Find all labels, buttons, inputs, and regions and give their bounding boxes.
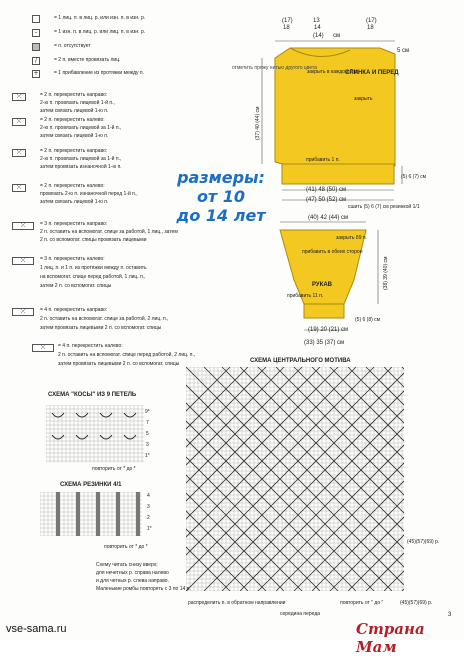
symbol-cross-3-left: ⤬ xyxy=(12,257,34,265)
symbol-purl: – xyxy=(32,29,40,37)
watermark-right: Страна Мам xyxy=(356,620,425,656)
chart-footnote: Схему читать снизу вверх; для нечетных р. справа налево и для четных р. слева направо. Маленькие ромбы повторять с 3 по 14 р. xyxy=(96,562,191,592)
pattern-page: = 1 лиц. п. в лиц. р. или изн. п. в изн. р. – = 1 изн. п. в лиц. р. или лиц. п. в изн. р. = п. отсутствует / = 2 п. вместе провязать лиц. + = 1 прибавление из протяжки между п. ⤫ = 2 п. перекрестить направо: 2-ю п. провязать лицевой 1-й п., затем связать лицевой 1-ю п. ⤬ = 2 п. перекрестить налево: 2-ю п. провязать лицевой за 1-й п., затем связать лицевой 1-ю п. ⤫ = 2 п. перекрестить направо: 2-ю п. провязать лицевой за 1-й п., затем провязать изнаночной 1-ю п. ⤬ = 2 п. перекрестить налево: провязать 2-ю п. изнаночной перед 1-й п., затем связать лицевой 1-ю п. ⤫ = 3 п. перекрестить направо: 2 п. оставить на вспомогат. спице за работой, 1 лиц., затем 2 п. со вспомогат. спицы провязать лицевыми ⤬ = 3 п. перекрестить налево: 1 лиц. п. и 1 п. из протяжки между п. оставить на вспомогат. спице перед работой, 1 лиц. п., затем 2 п. со вспомогат. спицы ⤫ = 4 п. перекрестить направо: 2 п. оставить на вспомогат. спице за работой, 2 лиц. п., затем провязать лицевыми 2 п. со вспомогат. спицы ⤬ = 4 п. перекрестить налево: 2 п. оставить на вспомогат. спице перед работой, 2 лиц. п., затем провязать лицевыми 2 п. со вспомогат. спицы (17) 18 13 14 (14) см (17) 18 5 см СПИНКА И ПЕРЕД отметить пряжу нитью другого цвета закрыть в каждом 2 р. закрыть прибавить 1 п. (41) 48 (50) см (47) 50 (52) см сшить (5) 6 (7) см резинкой 1/1 (5) 6 (7) см (37) 40 (44) см размеры: от 10 до 14 лет (40) 42 (44) см закрыть 89 п. прибавить в обеих сторон РУКАВ прибавить 11 п. (19) 20 (21) см (33) 35 (37) см (5) 6 (8) см (38) 39 (40) см СХЕМА ЦЕНТРАЛЬНОГО МОТИВА (45)(57)(69) р. распределить п. в обратном направлении повторить от " до " (45)(57)(69) р. середина переда СХЕМА "КОСЫ" ИЗ 9 ПЕТЕЛЬ 9* 7 5 3 1* повторить от * до * СХЕМА РЕЗИНКИ 4/1 4 3 2 1* повторить от * до * Схему читать снизу вверх; для нечетных р. справа налево и для четных р. слева направо. Маленькие ромбы повторять с 3 по 14 р. vse-sama.ru Страна Мам 3 xyxy=(0,0,464,640)
rib-chart xyxy=(40,492,142,536)
page-number: 3 xyxy=(448,612,452,618)
rib-purl-column xyxy=(76,492,80,536)
sleeve-schema xyxy=(268,218,388,358)
cable-chart xyxy=(46,405,144,463)
symbol-k2tog: / xyxy=(32,57,40,65)
symbol-cross-4-right: ⤫ xyxy=(12,308,34,316)
rib-purl-column xyxy=(56,492,60,536)
symbol-cross-2-left: ⤬ xyxy=(12,118,26,126)
symbol-knit xyxy=(32,15,40,23)
rib-purl-column xyxy=(116,492,120,536)
sizes-heading: размеры: от 10 до 14 лет xyxy=(176,168,266,225)
symbol-cross-2-right: ⤫ xyxy=(12,93,26,101)
symbol-cross-2-right-purl: ⤫ xyxy=(12,149,26,157)
symbol-cross-2-left-purl: ⤬ xyxy=(12,184,26,192)
symbol-increase: + xyxy=(33,70,39,77)
symbol-cross-3-right: ⤫ xyxy=(12,222,34,230)
center-motif-chart xyxy=(186,367,404,591)
rib-purl-column xyxy=(136,492,140,536)
rib-purl-column xyxy=(96,492,100,536)
watermark-left: vse-sama.ru xyxy=(6,623,67,635)
symbol-cross-4-left: ⤬ xyxy=(32,344,54,352)
symbol-no-stitch xyxy=(32,43,40,51)
